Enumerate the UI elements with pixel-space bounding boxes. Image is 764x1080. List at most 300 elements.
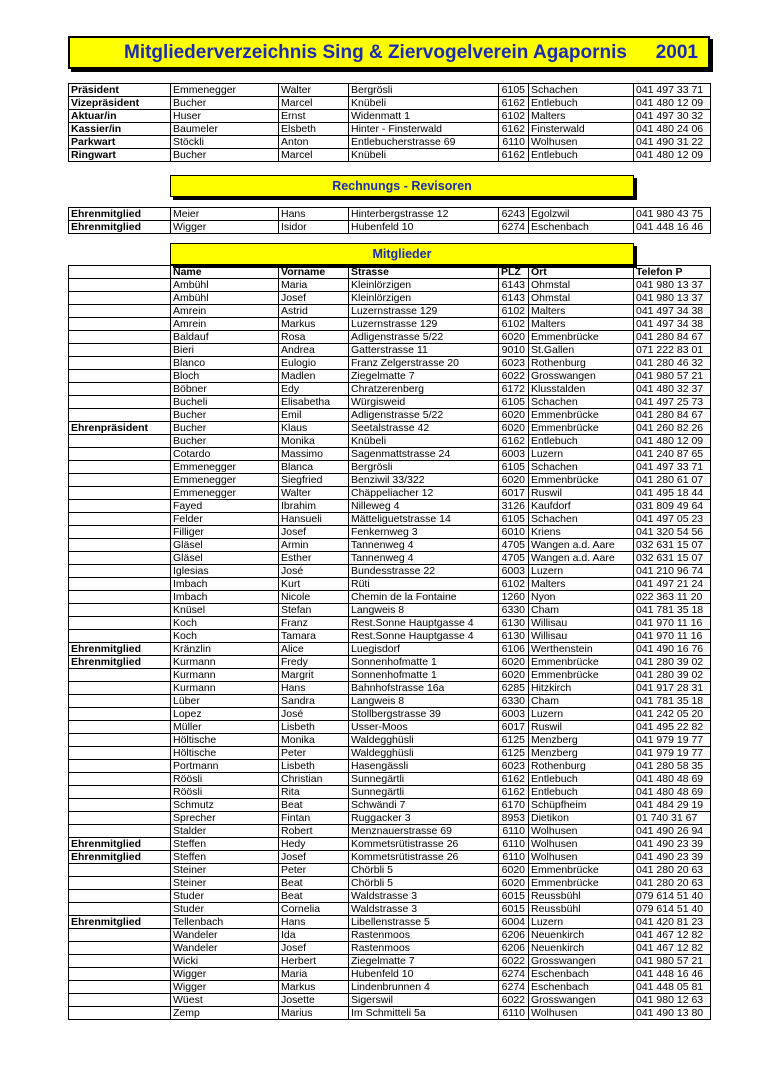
cell-zip: 6020 xyxy=(499,877,529,890)
cell-city: Emmenbrücke xyxy=(529,864,634,877)
cell-city: Ohmstal xyxy=(529,279,634,292)
header-first-name: Vorname xyxy=(279,266,349,279)
cell-zip: 6110 xyxy=(499,1007,529,1020)
cell-name: Amrein xyxy=(171,318,279,331)
cell-phone: 041 917 28 31 xyxy=(634,682,711,695)
cell-street: Nilleweg 4 xyxy=(349,500,499,513)
cell-street: Im Schmitteli 5a xyxy=(349,1007,499,1020)
cell-phone: 041 497 34 38 xyxy=(634,318,711,331)
cell-role xyxy=(69,812,171,825)
cell-role xyxy=(69,955,171,968)
cell-first-name: Hans xyxy=(279,916,349,929)
member-row xyxy=(69,643,711,656)
cell-phone: 041 979 19 77 xyxy=(634,734,711,747)
cell-first-name: Markus xyxy=(279,318,349,331)
cell-phone: 041 467 12 82 xyxy=(634,942,711,955)
cell-first-name: Peter xyxy=(279,864,349,877)
cell-first-name: Ida xyxy=(279,929,349,942)
cell-name: Gläsel xyxy=(171,539,279,552)
cell-role xyxy=(69,786,171,799)
cell-zip: 6162 xyxy=(499,97,529,110)
cell-city: Grosswangen xyxy=(529,955,634,968)
cell-first-name: Josette xyxy=(279,994,349,1007)
member-row xyxy=(69,591,711,604)
cell-zip: 6102 xyxy=(499,578,529,591)
cell-role xyxy=(69,578,171,591)
cell-first-name: Ibrahim xyxy=(279,500,349,513)
cell-name: Amrein xyxy=(171,305,279,318)
cell-street: Hasengässli xyxy=(349,760,499,773)
cell-street: Bergrösli xyxy=(349,84,499,97)
cell-name: Knüsel xyxy=(171,604,279,617)
cell-street: Rüti xyxy=(349,578,499,591)
cell-city: Luzern xyxy=(529,916,634,929)
cell-street: Hinter - Finsterwald xyxy=(349,123,499,136)
cell-street: Chemin de la Fontaine xyxy=(349,591,499,604)
cell-role xyxy=(69,318,171,331)
cell-role xyxy=(69,526,171,539)
cell-phone: 041 490 31 22 xyxy=(634,136,711,149)
cell-role xyxy=(69,864,171,877)
cell-name: Lüber xyxy=(171,695,279,708)
cell-city: Emmenbrücke xyxy=(529,409,634,422)
cell-zip: 4705 xyxy=(499,552,529,565)
header-name: Name xyxy=(171,266,279,279)
member-row xyxy=(69,734,711,747)
cell-phone: 041 497 05 23 xyxy=(634,513,711,526)
cell-zip: 6003 xyxy=(499,708,529,721)
cell-phone: 041 480 12 09 xyxy=(634,435,711,448)
cell-street: Sigerswil xyxy=(349,994,499,1007)
cell-name: Blanco xyxy=(171,357,279,370)
board-row xyxy=(69,136,711,149)
cell-name: Meier xyxy=(171,208,279,221)
cell-phone: 041 320 54 56 xyxy=(634,526,711,539)
cell-city: Willisau xyxy=(529,630,634,643)
member-row xyxy=(69,968,711,981)
member-row xyxy=(69,539,711,552)
cell-phone: 032 631 15 07 xyxy=(634,539,711,552)
cell-name: Ambühl xyxy=(171,292,279,305)
cell-name: Bucher xyxy=(171,435,279,448)
cell-zip: 6020 xyxy=(499,409,529,422)
cell-zip: 6170 xyxy=(499,799,529,812)
cell-name: Filliger xyxy=(171,526,279,539)
cell-first-name: Monika xyxy=(279,734,349,747)
cell-role xyxy=(69,500,171,513)
cell-role xyxy=(69,448,171,461)
cell-street: Benziwil 33/322 xyxy=(349,474,499,487)
cell-street: Hinterbergstrasse 12 xyxy=(349,208,499,221)
cell-phone: 041 480 12 09 xyxy=(634,149,711,162)
cell-first-name: Cornelia xyxy=(279,903,349,916)
cell-zip: 6206 xyxy=(499,942,529,955)
cell-street: Luzernstrasse 129 xyxy=(349,305,499,318)
cell-street: Ziegelmatte 7 xyxy=(349,370,499,383)
cell-role xyxy=(69,461,171,474)
cell-street: Franz Zelgerstrasse 20 xyxy=(349,357,499,370)
cell-role xyxy=(69,565,171,578)
cell-role: Aktuar/in xyxy=(69,110,171,123)
cell-name: Wüest xyxy=(171,994,279,1007)
cell-role: Vizepräsident xyxy=(69,97,171,110)
cell-role: Ehrenmitglied xyxy=(69,851,171,864)
cell-city: Ruswil xyxy=(529,721,634,734)
cell-name: Fayed xyxy=(171,500,279,513)
member-row xyxy=(69,877,711,890)
cell-name: Portmann xyxy=(171,760,279,773)
cell-phone: 041 781 35 18 xyxy=(634,695,711,708)
cell-phone: 041 480 48 69 xyxy=(634,773,711,786)
cell-first-name: Lisbeth xyxy=(279,760,349,773)
cell-first-name: Alice xyxy=(279,643,349,656)
title-banner xyxy=(68,36,710,69)
cell-name: Gläsel xyxy=(171,552,279,565)
cell-role: Ehrenpräsident xyxy=(69,422,171,435)
member-row xyxy=(69,760,711,773)
cell-street: Lindenbrunnen 4 xyxy=(349,981,499,994)
cell-name: Bucher xyxy=(171,422,279,435)
member-row xyxy=(69,682,711,695)
cell-phone: 041 420 81 23 xyxy=(634,916,711,929)
cell-city: Wolhusen xyxy=(529,838,634,851)
cell-city: Reussbühl xyxy=(529,903,634,916)
cell-first-name: Fintan xyxy=(279,812,349,825)
cell-phone: 041 980 57 21 xyxy=(634,370,711,383)
cell-role xyxy=(69,487,171,500)
cell-name: Wandeler xyxy=(171,942,279,955)
cell-city: Wolhusen xyxy=(529,1007,634,1020)
cell-city: Grosswangen xyxy=(529,370,634,383)
cell-first-name: Nicole xyxy=(279,591,349,604)
cell-first-name: Walter xyxy=(279,487,349,500)
cell-first-name: Lisbeth xyxy=(279,721,349,734)
cell-first-name: Hedy xyxy=(279,838,349,851)
cell-zip: 6010 xyxy=(499,526,529,539)
cell-city: Eschenbach xyxy=(529,981,634,994)
cell-street: Hubenfeld 10 xyxy=(349,968,499,981)
cell-zip: 6102 xyxy=(499,305,529,318)
member-row xyxy=(69,708,711,721)
cell-role xyxy=(69,708,171,721)
cell-city: Emmenbrücke xyxy=(529,474,634,487)
cell-phone: 041 480 48 69 xyxy=(634,786,711,799)
member-row xyxy=(69,565,711,578)
member-row xyxy=(69,812,711,825)
cell-phone: 041 280 84 67 xyxy=(634,331,711,344)
cell-name: Baumeler xyxy=(171,123,279,136)
header-zip: PLZ xyxy=(499,266,529,279)
cell-phone: 041 490 13 80 xyxy=(634,1007,711,1020)
member-row xyxy=(69,656,711,669)
cell-phone: 041 497 25 73 xyxy=(634,396,711,409)
cell-role: Ehrenmitglied xyxy=(69,221,171,234)
cell-street: Sonnenhofmatte 1 xyxy=(349,656,499,669)
cell-first-name: Marius xyxy=(279,1007,349,1020)
cell-role xyxy=(69,669,171,682)
cell-zip: 6102 xyxy=(499,318,529,331)
header-role xyxy=(69,266,171,279)
header-street: Strasse xyxy=(349,266,499,279)
member-row xyxy=(69,617,711,630)
cell-street: Knübeli xyxy=(349,435,499,448)
member-row xyxy=(69,383,711,396)
cell-street: Sagenmattstrasse 24 xyxy=(349,448,499,461)
member-row xyxy=(69,331,711,344)
cell-zip: 6020 xyxy=(499,864,529,877)
cell-street: Adligenstrasse 5/22 xyxy=(349,409,499,422)
cell-zip: 6017 xyxy=(499,721,529,734)
cell-name: Bucher xyxy=(171,97,279,110)
cell-street: Rest.Sonne Hauptgasse 4 xyxy=(349,617,499,630)
cell-first-name: Josef xyxy=(279,526,349,539)
cell-street: Waldstrasse 3 xyxy=(349,890,499,903)
cell-zip: 6143 xyxy=(499,279,529,292)
auditor-row xyxy=(69,221,711,234)
cell-role xyxy=(69,929,171,942)
cell-first-name: Edy xyxy=(279,383,349,396)
cell-zip: 6020 xyxy=(499,422,529,435)
cell-name: Studer xyxy=(171,903,279,916)
cell-role xyxy=(69,513,171,526)
year-label: 2001 xyxy=(655,42,698,63)
cell-first-name: Rosa xyxy=(279,331,349,344)
cell-city: Malters xyxy=(529,305,634,318)
cell-role xyxy=(69,617,171,630)
cell-phone: 041 448 16 46 xyxy=(634,221,711,234)
cell-city: Emmenbrücke xyxy=(529,331,634,344)
cell-role: Ehrenmitglied xyxy=(69,838,171,851)
cell-phone: 041 280 84 67 xyxy=(634,409,711,422)
cell-city: Entlebuch xyxy=(529,435,634,448)
cell-zip: 6330 xyxy=(499,604,529,617)
cell-name: Wigger xyxy=(171,981,279,994)
cell-name: Sprecher xyxy=(171,812,279,825)
cell-phone: 041 480 12 09 xyxy=(634,97,711,110)
cell-zip: 6106 xyxy=(499,643,529,656)
cell-name: Stalder xyxy=(171,825,279,838)
cell-zip: 6105 xyxy=(499,84,529,97)
cell-phone: 041 497 33 71 xyxy=(634,461,711,474)
cell-first-name: Maria xyxy=(279,968,349,981)
cell-role: Ehrenmitglied xyxy=(69,643,171,656)
cell-phone: 041 490 16 76 xyxy=(634,643,711,656)
cell-phone: 041 280 20 63 xyxy=(634,877,711,890)
cell-first-name: José xyxy=(279,565,349,578)
member-row xyxy=(69,370,711,383)
member-row xyxy=(69,890,711,903)
cell-first-name: Beat xyxy=(279,799,349,812)
member-row xyxy=(69,942,711,955)
cell-city: Schachen xyxy=(529,461,634,474)
cell-name: Kurmann xyxy=(171,669,279,682)
cell-city: Finsterwald xyxy=(529,123,634,136)
cell-first-name: Andrea xyxy=(279,344,349,357)
cell-name: Imbach xyxy=(171,591,279,604)
cell-zip: 4705 xyxy=(499,539,529,552)
cell-phone: 041 979 19 77 xyxy=(634,747,711,760)
member-row xyxy=(69,305,711,318)
cell-street: Langweis 8 xyxy=(349,695,499,708)
member-row xyxy=(69,994,711,1007)
cell-city: Nyon xyxy=(529,591,634,604)
cell-street: Knübeli xyxy=(349,97,499,110)
cell-first-name: Astrid xyxy=(279,305,349,318)
cell-first-name: Walter xyxy=(279,84,349,97)
cell-role xyxy=(69,539,171,552)
cell-zip: 9010 xyxy=(499,344,529,357)
cell-zip: 6125 xyxy=(499,747,529,760)
cell-zip: 6020 xyxy=(499,669,529,682)
cell-first-name: Ernst xyxy=(279,110,349,123)
cell-zip: 6130 xyxy=(499,617,529,630)
cell-street: Bundesstrasse 22 xyxy=(349,565,499,578)
board-row xyxy=(69,110,711,123)
cell-city: Egolzwil xyxy=(529,208,634,221)
cell-role: Ehrenmitglied xyxy=(69,656,171,669)
cell-first-name: Herbert xyxy=(279,955,349,968)
cell-street: Tannenweg 4 xyxy=(349,552,499,565)
cell-name: Bucher xyxy=(171,409,279,422)
cell-zip: 6110 xyxy=(499,136,529,149)
cell-city: Werthenstein xyxy=(529,643,634,656)
member-row xyxy=(69,604,711,617)
cell-first-name: Esther xyxy=(279,552,349,565)
cell-role: Parkwart xyxy=(69,136,171,149)
cell-first-name: Armin xyxy=(279,539,349,552)
cell-street: Chörbli 5 xyxy=(349,877,499,890)
cell-first-name: Siegfried xyxy=(279,474,349,487)
member-row xyxy=(69,903,711,916)
cell-street: Sonnenhofmatte 1 xyxy=(349,669,499,682)
auditors-title: Rechnungs - Revisoren xyxy=(332,179,472,193)
cell-street: Entlebucherstrasse 69 xyxy=(349,136,499,149)
cell-role xyxy=(69,591,171,604)
cell-city: Menzberg xyxy=(529,747,634,760)
cell-zip: 6003 xyxy=(499,448,529,461)
cell-zip: 6022 xyxy=(499,955,529,968)
cell-street: Ziegelmatte 7 xyxy=(349,955,499,968)
cell-role: Ehrenmitglied xyxy=(69,208,171,221)
cell-name: Röösli xyxy=(171,773,279,786)
cell-street: Chratzerenberg xyxy=(349,383,499,396)
cell-first-name: Rita xyxy=(279,786,349,799)
cell-phone: 041 240 87 65 xyxy=(634,448,711,461)
cell-street: Rest.Sonne Hauptgasse 4 xyxy=(349,630,499,643)
cell-street: Kleinlörzigen xyxy=(349,279,499,292)
cell-city: Kriens xyxy=(529,526,634,539)
cell-role xyxy=(69,890,171,903)
cell-zip: 6125 xyxy=(499,734,529,747)
member-row xyxy=(69,344,711,357)
cell-name: Lopez xyxy=(171,708,279,721)
cell-zip: 6110 xyxy=(499,825,529,838)
cell-first-name: Christian xyxy=(279,773,349,786)
cell-role xyxy=(69,981,171,994)
cell-street: Fenkernweg 3 xyxy=(349,526,499,539)
member-row xyxy=(69,773,711,786)
cell-street: Sunnegärtli xyxy=(349,786,499,799)
cell-phone: 041 980 13 37 xyxy=(634,279,711,292)
cell-phone: 041 480 32 37 xyxy=(634,383,711,396)
cell-zip: 6285 xyxy=(499,682,529,695)
cell-city: Eschenbach xyxy=(529,221,634,234)
cell-street: Schwändi 7 xyxy=(349,799,499,812)
cell-role xyxy=(69,331,171,344)
cell-name: Imbach xyxy=(171,578,279,591)
cell-role xyxy=(69,305,171,318)
cell-zip: 1260 xyxy=(499,591,529,604)
cell-phone: 022 363 11 20 xyxy=(634,591,711,604)
cell-name: Emmenegger xyxy=(171,461,279,474)
cell-name: Cotardo xyxy=(171,448,279,461)
cell-role xyxy=(69,994,171,1007)
cell-name: Schmutz xyxy=(171,799,279,812)
cell-phone: 031 809 49 64 xyxy=(634,500,711,513)
members-title: Mitglieder xyxy=(372,247,432,261)
cell-phone: 041 970 11 16 xyxy=(634,617,711,630)
cell-first-name: Monika xyxy=(279,435,349,448)
cell-zip: 6110 xyxy=(499,838,529,851)
cell-role xyxy=(69,279,171,292)
cell-name: Emmenegger xyxy=(171,474,279,487)
cell-street: Mätteliguetstrasse 14 xyxy=(349,513,499,526)
cell-first-name: Sandra xyxy=(279,695,349,708)
cell-zip: 6020 xyxy=(499,656,529,669)
cell-city: Wangen a.d. Aare xyxy=(529,539,634,552)
cell-city: Cham xyxy=(529,695,634,708)
cell-phone: 041 280 39 02 xyxy=(634,669,711,682)
cell-zip: 6004 xyxy=(499,916,529,929)
cell-zip: 6110 xyxy=(499,851,529,864)
cell-street: Waldegghüsli xyxy=(349,734,499,747)
member-row xyxy=(69,552,711,565)
cell-phone: 041 980 13 37 xyxy=(634,292,711,305)
cell-name: Steiner xyxy=(171,877,279,890)
board-row xyxy=(69,149,711,162)
member-row xyxy=(69,357,711,370)
cell-role xyxy=(69,968,171,981)
cell-phone: 041 490 23 39 xyxy=(634,838,711,851)
cell-role xyxy=(69,604,171,617)
header-city: Ort xyxy=(529,266,634,279)
cell-street: Ruggacker 3 xyxy=(349,812,499,825)
cell-city: Eschenbach xyxy=(529,968,634,981)
cell-street: Widenmatt 1 xyxy=(349,110,499,123)
cell-zip: 6105 xyxy=(499,396,529,409)
cell-city: Emmenbrücke xyxy=(529,422,634,435)
cell-first-name: Franz xyxy=(279,617,349,630)
cell-phone: 041 497 33 71 xyxy=(634,84,711,97)
members-table xyxy=(68,265,711,1020)
cell-name: Höltische xyxy=(171,734,279,747)
cell-city: Menzberg xyxy=(529,734,634,747)
cell-phone: 041 280 61 07 xyxy=(634,474,711,487)
cell-role xyxy=(69,682,171,695)
cell-zip: 6020 xyxy=(499,331,529,344)
cell-street: Langweis 8 xyxy=(349,604,499,617)
cell-city: Luzern xyxy=(529,708,634,721)
cell-city: Emmenbrücke xyxy=(529,656,634,669)
cell-name: Kurmann xyxy=(171,656,279,669)
member-row xyxy=(69,747,711,760)
member-row xyxy=(69,864,711,877)
cell-zip: 3126 xyxy=(499,500,529,513)
cell-first-name: Maria xyxy=(279,279,349,292)
cell-city: Wangen a.d. Aare xyxy=(529,552,634,565)
cell-street: Bahnhofstrasse 16a xyxy=(349,682,499,695)
member-row xyxy=(69,292,711,305)
